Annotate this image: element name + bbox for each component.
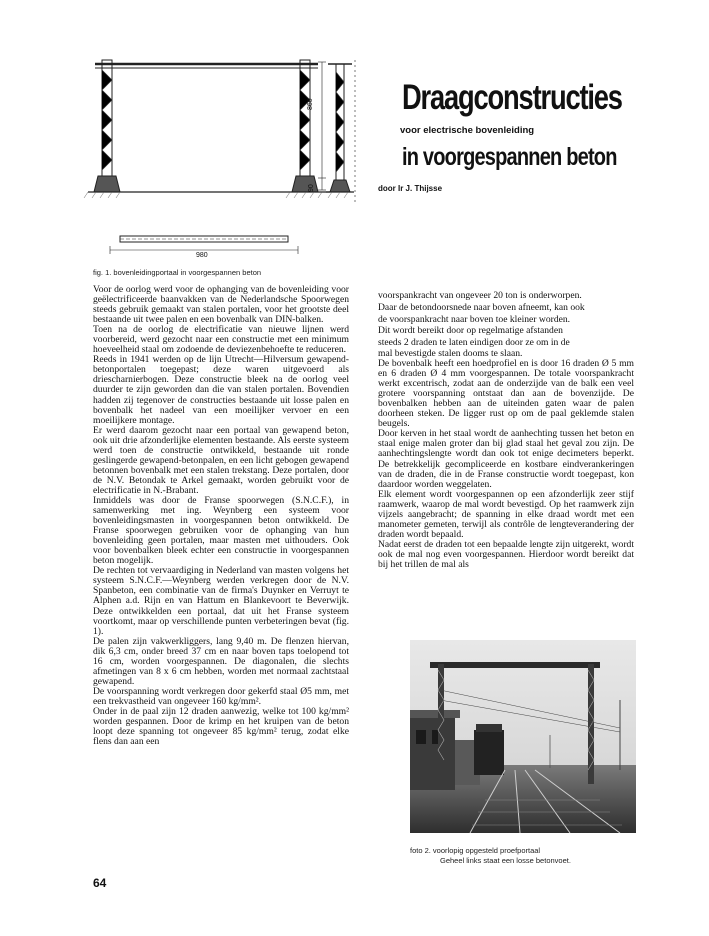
figure-caption: fig. 1. bovenleidingportaal in voorgespannen beton [93, 268, 262, 277]
paragraph: Elk element wordt voorgespannen op een afzonderlijk zeer stijf raamwerk, waarop de mal wordt bevestigd. Op het raamwerk zijn vijzels aangebracht; de spanning in elke draad wordt met een manometer gemeten, terwijl als contrôle de lengteverandering der draden wordt bepaald. [378, 488, 634, 540]
paragraph: Door kerven in het staal wordt de aanhechting tussen het beton en staal enige malen groter dan bij glad staal het geval zou zijn. De aanhechtingslengte wordt dan ook tot enige decimeters beperkt. De betrekkelijk gecompliceerde en kostbare eindverankeringen van de draden, die in de Franse constructie wordt toegepast, kon daardoor worden weggelaten. [378, 428, 634, 490]
right-column [378, 290, 634, 570]
paragraph: Daar de betondoorsnede naar boven afneemt, kan ook [378, 301, 585, 313]
dimension-height-label: 860 [307, 98, 314, 110]
paragraph: Reeds in 1941 werden op de lijn Utrecht—Hilversum gewapend-betonportalen toegepast; deze waren uitgevoerd als driescharnierbogen. Deze constructie bleek na de oorlog veel duurder te zijn geworden dan die van stalen portalen. Bovendien hadden zij tegenover de constructies bestaande uit losse palen en bovenbalk het nadeel van een moeilijker vervoer en een moeilijkere montage. [93, 354, 349, 426]
paragraph: Nadat eerst de draden tot een bepaalde lengte zijn uitgerekt, wordt ook de mal nog even voorgespannen. Hierdoor wordt bereikt dat bij het trillen de mal als [378, 538, 634, 570]
dimension-width-label: 980 [196, 252, 208, 259]
paragraph: De voorspanning wordt verkregen door gekerfd staal Ø5 mm, met een trekvastheid van ongeveer 160 kg/mm². [93, 685, 349, 707]
author-byline: door Ir J. Thijsse [378, 184, 443, 193]
article-subtitle-small: voor electrische bovenleiding [400, 125, 535, 136]
paragraph: Er werd daarom gezocht naar een portaal van gewapend beton, ook uit drie afzonderlijke elementen bestaande. Als eerste systeem werd toen de constructie ontwikkeld, bestaande uit ronde geslingerde gewapend-betonpalen, en een licht gebogen gewapend betonnen bovenbalk met een stalen trekstang. Deze portalen, door de N.V. Betondak te Arkel gemaakt, worden gebruikt voor de electrificatie in N.-Brabant. [93, 424, 349, 496]
paragraph: Dit wordt bereikt door op regelmatige afstanden [378, 325, 563, 337]
paragraph: de voorspankracht naar boven toe kleiner worden. [378, 313, 571, 325]
paragraph: Inmiddels was door de Franse spoorwegen (S.N.C.F.), in samenwerking met ing. Weynberg een systeem voor bovenleidingsmasten in voorgespannen beton ontwikkeld. De Franse spoorwegen gebruiken voor de ophanging van hun bovenleiding geen portalen, maar masten met uithouders. Ook voor bovenbalken bleek echter een constructie in voorgespannen beton mogelijk. [93, 494, 349, 567]
photo-caption [410, 846, 571, 866]
paragraph: De palen zijn vakwerkliggers, lang 9,40 m. De flenzen hiervan, dik 6,3 cm, onder breed 37 cm en naar boven taps toelopend tot 16 cm, worden voorgespannen. De diagonalen, die slechts afmetingen van 8 x 6 cm hebben, worden met normaal zachtstaal gewapend. [93, 635, 349, 687]
portal-drawing [0, 0, 709, 280]
paragraph: Toen na de oorlog de electrificatie van nieuwe lijnen werd voorbereid, werd gezocht naar een constructie met een minimum hoeveelheid staal om zodoende de deviezenbehoefte te reduceren. [93, 324, 349, 356]
dimension-base-label: 90 [308, 184, 315, 192]
photo-caption-line1: foto 2. voorlopig opgesteld proefportaal [410, 846, 541, 855]
page-number: 64 [93, 876, 107, 890]
paragraph: De bovenbalk heeft een hoedprofiel en is door 16 draden Ø 5 mm en 6 draden Ø 4 mm voorgespannen. De totale voorspankracht werkt excentrisch, zodat aan de onderzijde van de balk een veel grotere voorspanning ontstaat dan aan de bovenzijde. De bovenbalken hebben aan de uiteinden gaten waar de palen doorheen steken. De ligger rust op om de paal geklemde stalen beugels. [378, 358, 634, 430]
paragraph: Voor de oorlog werd voor de ophanging van de bovenleiding voor geëlectrificeerde baanvakken van de Nederlandsche Spoorwegen steeds gebruik gemaakt van stalen portalen, voor het grootste deel bestaande uit twee palen en een bovenbalk van DIN-balken. [93, 284, 349, 326]
paragraph: mal bevestigde stalen dooms te slaan. [378, 347, 523, 359]
paragraph: voorspankracht van ongeveer 20 ton is onderworpen. [378, 290, 582, 301]
paragraph: De rechten tot vervaardiging in Nederland van masten volgens het systeem S.N.C.F.—Weynberg werden verkregen door de N.V. Spanbeton, een combinatie van de firma's Duynker en Verruyt te Alphen a.d. Rijn en van Hattum en Blankevoort te Beverwijk. Deze ontwikkelden een portaal, dat uit het Franse systeem voortkomt, maar op verschillende punten verbeteringen bevat (fig. 1). [93, 565, 349, 637]
article-title: Draagconstructies [402, 78, 622, 117]
article-subtitle-large: in voorgespannen beton [402, 143, 617, 171]
paragraph: Onder in de paal zijn 12 draden aanwezig, welke tot 100 kg/mm² worden gespannen. Door de krimp en het kruipen van de beton loopt deze spanning tot ongeveer 85 kg/mm² terug, zodat elke flens dan aan een [93, 705, 349, 748]
photo-caption-line2: Geheel links staat een losse betonvoet. [440, 856, 571, 865]
left-column [93, 285, 349, 747]
paragraph: steeds 2 draden te laten eindigen door ze om in de [378, 337, 570, 349]
photo-test-portal [410, 640, 636, 833]
